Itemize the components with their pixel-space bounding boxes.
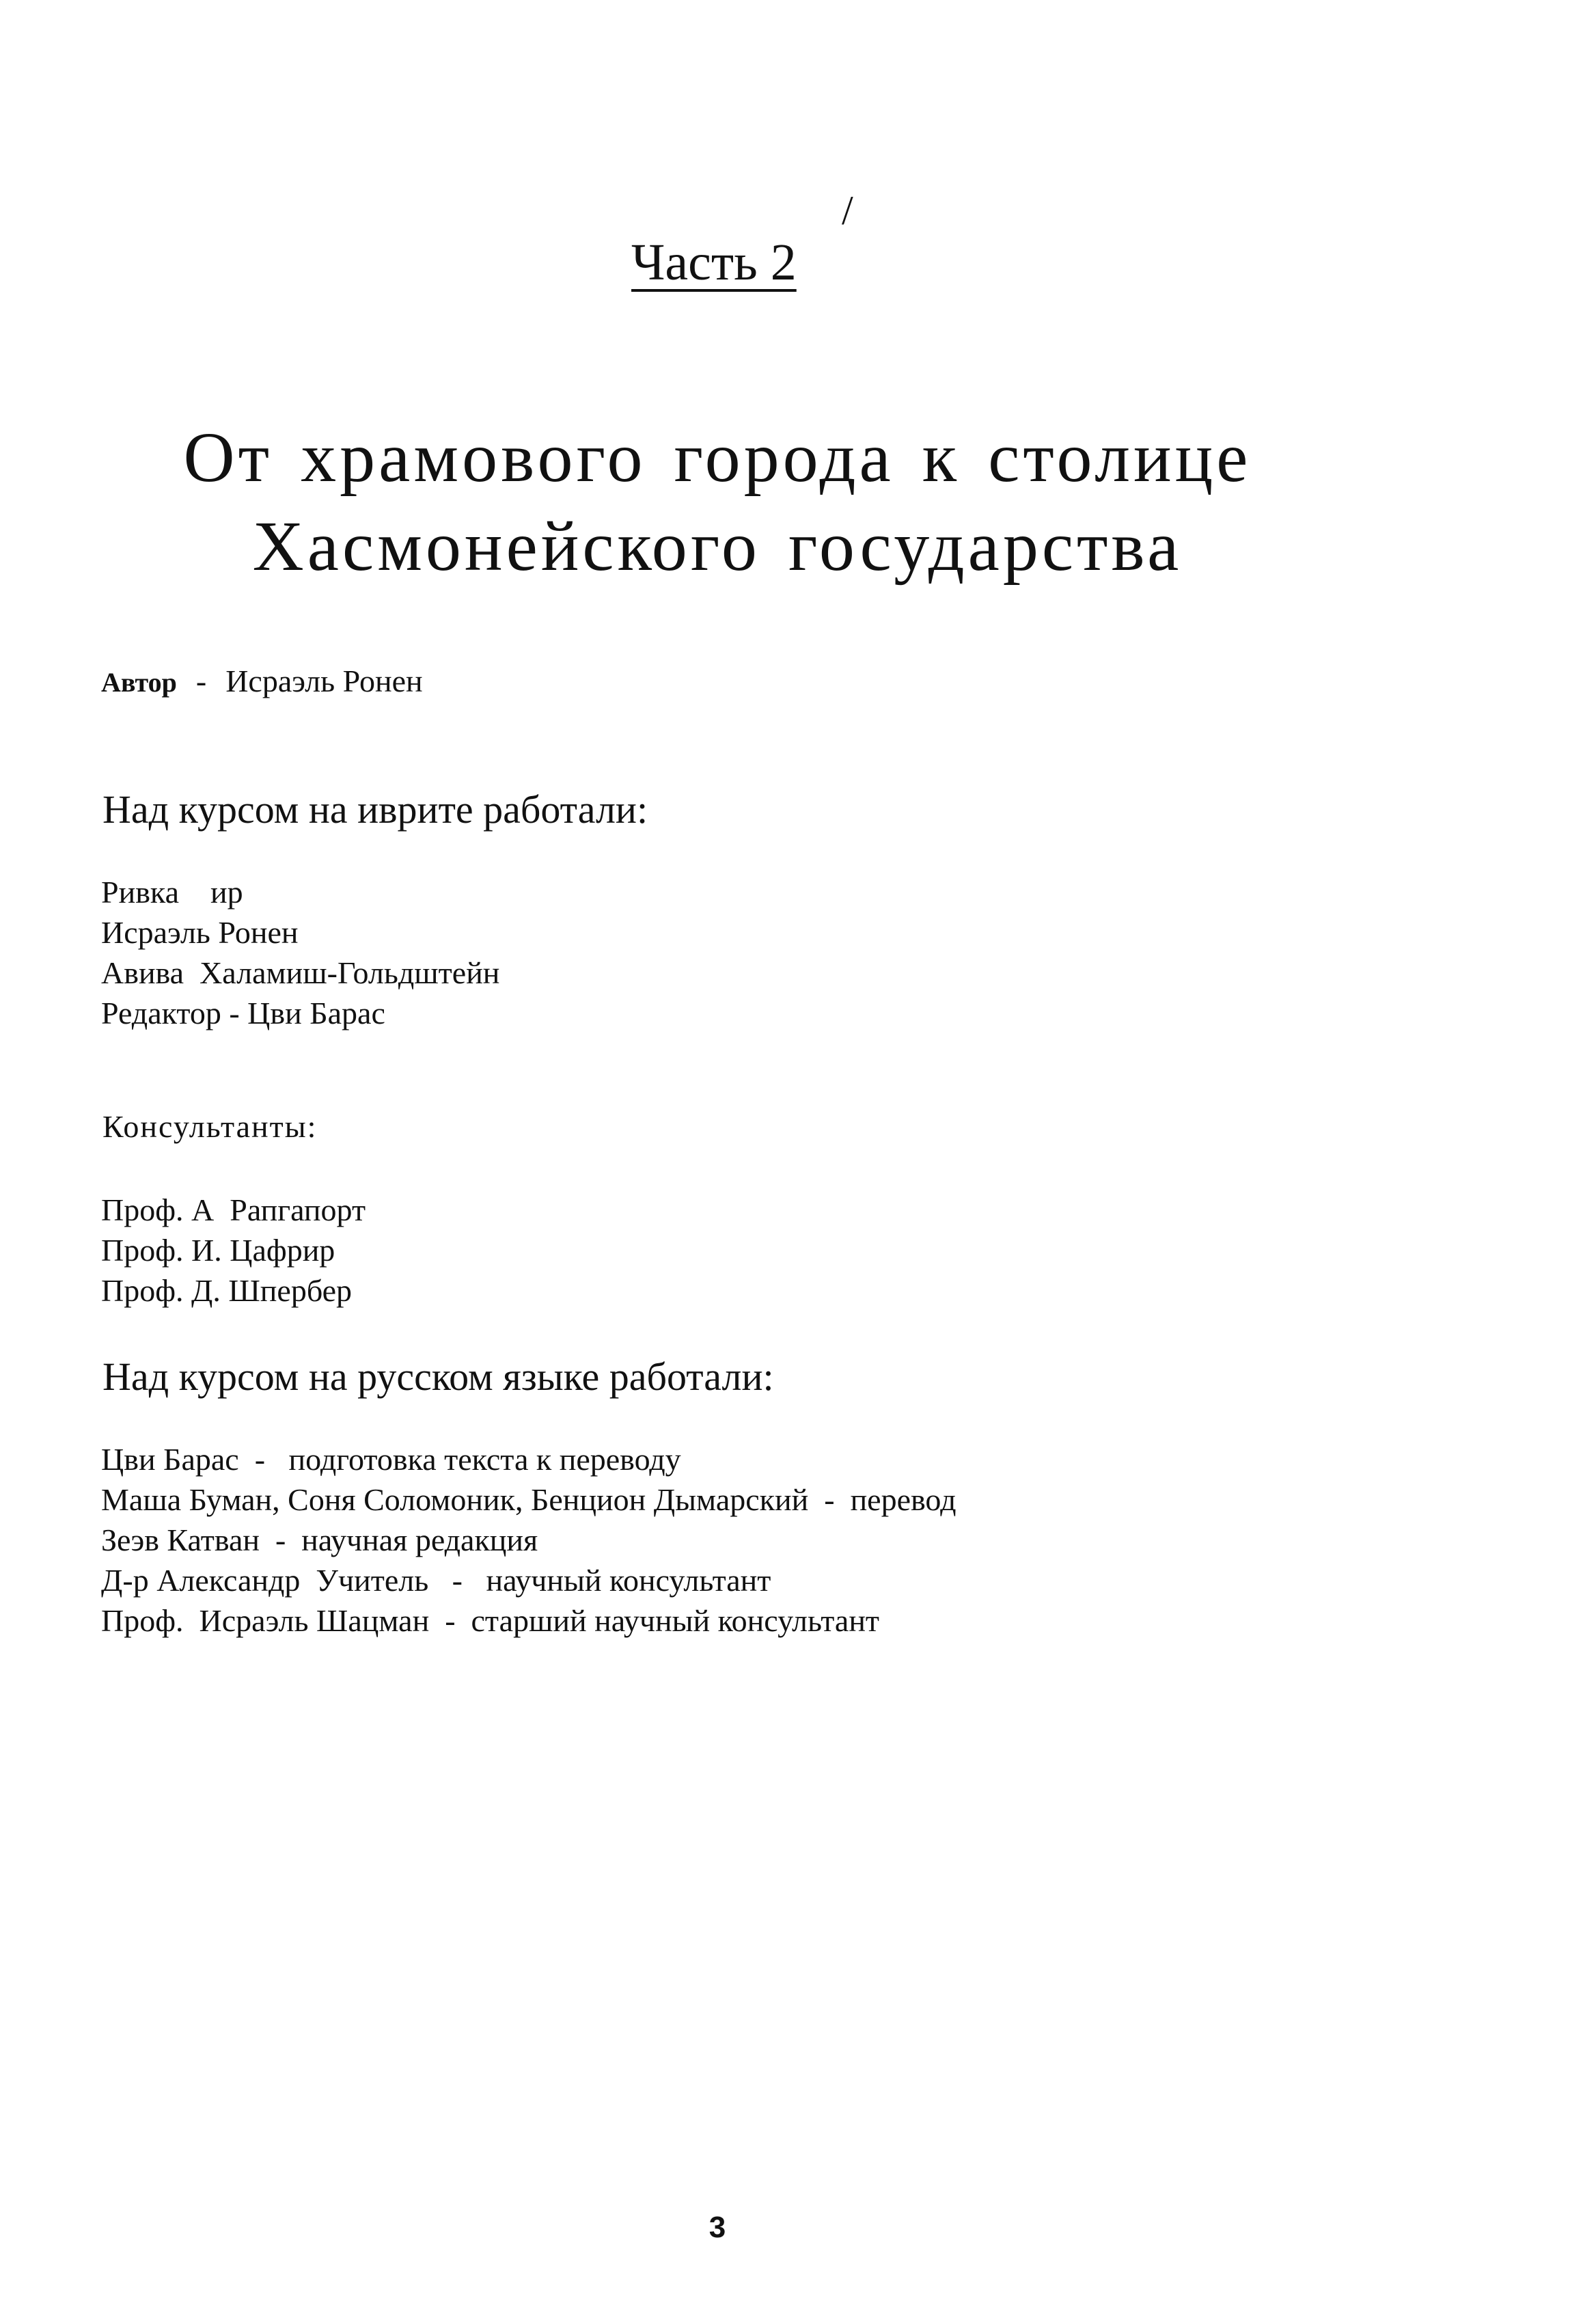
part-label: Часть 2 — [631, 234, 797, 291]
author-separator: - — [195, 664, 207, 698]
list-item: Авива Халамиш-Гольдштейн — [101, 955, 500, 990]
author-label: Автор — [101, 667, 177, 698]
author-name: Исраэль Ронен — [225, 664, 423, 698]
author-line — [101, 666, 423, 697]
page-number: 3 — [708, 2211, 726, 2244]
list-item: Ривка ир — [101, 875, 243, 910]
list-item: Исраэль Ронен — [101, 915, 299, 950]
consultants-list — [101, 1190, 366, 1311]
title-line-1: От храмового города к столице — [183, 418, 1252, 497]
list-item: Редактор - Цви Барас — [101, 996, 385, 1030]
list-item: Д-р Александр Учитель - научный консультант — [101, 1563, 771, 1598]
hebrew-course-heading: Над курсом на иврите работали: — [102, 787, 648, 832]
russian-course-list — [101, 1439, 957, 1641]
hebrew-course-list — [101, 872, 499, 1033]
slash-mark: / — [842, 188, 853, 233]
list-item: Зеэв Катван - научная редакция — [101, 1522, 538, 1557]
list-item: Проф. А Рапгапорт — [101, 1192, 366, 1227]
consultants-heading: Консультанты: — [102, 1109, 318, 1144]
list-item: Проф. Д. Шпербер — [101, 1273, 353, 1308]
title-line-2: Хасмонейского государства — [252, 507, 1183, 586]
list-item: Проф. И. Цафрир — [101, 1233, 335, 1268]
list-item: Проф. Исраэль Шацман - старший научный консультант — [101, 1603, 880, 1638]
russian-course-heading: Над курсом на русском языке работали: — [102, 1354, 774, 1399]
list-item: Маша Буман, Соня Соломоник, Бенцион Дымарский - перевод — [101, 1482, 957, 1517]
list-item: Цви Барас - подготовка текста к переводу — [101, 1442, 681, 1477]
